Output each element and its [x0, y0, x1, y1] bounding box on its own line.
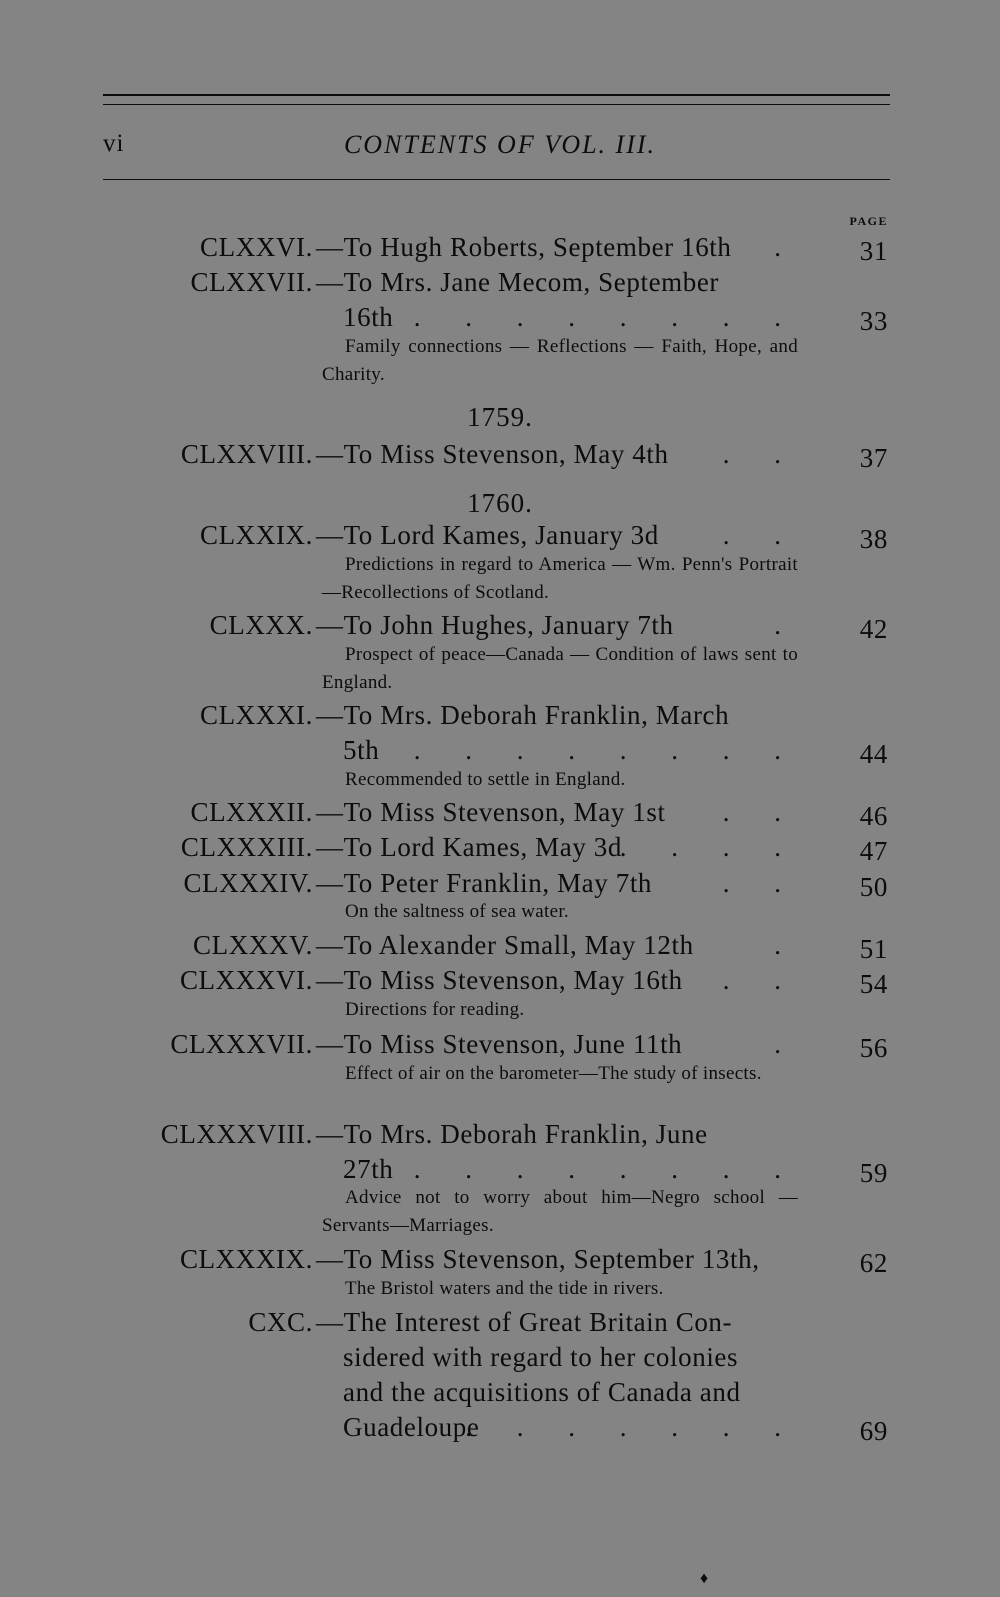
letter-title-continued: 27th	[343, 1154, 394, 1184]
toc-entry	[0, 698, 1000, 732]
toc-entry	[0, 795, 1000, 829]
letter-title-continued: 5th	[343, 735, 380, 765]
page-number: 59	[859, 1158, 888, 1188]
toc-entry	[0, 1305, 1000, 1339]
toc-entry	[0, 963, 1000, 997]
letter-title: —To Miss Stevenson, June 11th	[316, 1029, 683, 1059]
toc-entry-continuation	[0, 1410, 1000, 1444]
letter-number: CLXXXVII.	[170, 1029, 313, 1059]
toc-entry-continuation	[0, 1152, 1000, 1186]
dot-leader: . .	[722, 965, 800, 995]
letter-summary: Family connections — Reflections — Faith, Hope, and Charity.	[322, 336, 798, 385]
letter-title-continued: Guadeloupe	[343, 1412, 480, 1442]
toc-entry	[0, 1242, 1000, 1276]
page-number: 44	[859, 739, 888, 769]
letter-number: CLXXXVI.	[179, 965, 313, 995]
toc-entry	[0, 608, 1000, 642]
toc-entry	[0, 1027, 1000, 1061]
letter-summary: Recommended to settle in England.	[345, 769, 626, 790]
letter-title: —To Miss Stevenson, September 13th,	[316, 1244, 760, 1274]
page-number: 46	[859, 801, 888, 831]
letter-summary: Directions for reading.	[345, 999, 525, 1020]
toc-entry-continuation	[0, 1375, 1000, 1409]
letter-title-continued: and the acquisitions of Canada and	[343, 1377, 741, 1407]
dot-leader: . .	[722, 797, 800, 827]
toc-entry	[0, 518, 1000, 552]
toc-entry-continuation	[0, 733, 1000, 767]
letter-number: CLXXX.	[209, 610, 313, 640]
letter-number: CXC.	[248, 1307, 313, 1337]
letter-title: —To Miss Stevenson, May 4th	[316, 439, 669, 469]
dot-leader: . . . . . . .	[465, 1412, 800, 1442]
page-number: 37	[859, 443, 888, 473]
page-number: 50	[859, 872, 888, 902]
letter-title: —The Interest of Great Britain Con-	[316, 1307, 733, 1337]
letter-number: CLXXXI.	[200, 700, 313, 730]
letter-number: CLXXXVIII.	[160, 1119, 313, 1149]
letter-title: —To John Hughes, January 7th	[316, 610, 674, 640]
letter-number: CLXXXII.	[190, 797, 313, 827]
page-number: 51	[859, 934, 888, 964]
header-rule-bottom	[103, 179, 890, 180]
dot-leader: .	[774, 610, 800, 640]
printer-mark: ♦	[700, 1570, 709, 1587]
page-number: 31	[859, 236, 888, 266]
page-number: 47	[859, 836, 888, 866]
toc-entry	[0, 1117, 1000, 1151]
dot-leader: .	[774, 930, 800, 960]
dot-leader: . . . . . . . .	[413, 735, 800, 765]
year-heading: 1759.	[467, 402, 533, 432]
toc-entry	[0, 437, 1000, 471]
page-number: 56	[859, 1033, 888, 1063]
page-number: 42	[859, 614, 888, 644]
letter-title: —To Miss Stevenson, May 16th	[316, 965, 683, 995]
letter-number: CLXXVIII.	[180, 439, 313, 469]
toc-entry	[0, 928, 1000, 962]
toc-entry-continuation	[0, 1340, 1000, 1374]
toc-entry	[0, 230, 1000, 264]
letter-number: CLXXXIV.	[183, 868, 313, 898]
year-heading: 1760.	[467, 488, 533, 518]
letter-number: CLXXXIII.	[180, 832, 313, 862]
letter-title: —To Lord Kames, May 3d	[316, 832, 623, 862]
letter-title: —To Lord Kames, January 3d	[316, 520, 659, 550]
dot-leader: . .	[722, 439, 800, 469]
toc-entry	[0, 830, 1000, 864]
dot-leader: . .	[722, 520, 800, 550]
dot-leader: . . . .	[619, 832, 800, 862]
header-rule-top-inner	[103, 104, 890, 105]
letter-summary: Prospect of peace—Canada — Condition of laws sent to England.	[322, 644, 798, 693]
page-number: 38	[859, 524, 888, 554]
letter-number: CLXXXIX.	[179, 1244, 313, 1274]
letter-summary: On the saltness of sea water.	[345, 901, 569, 922]
page-number: 33	[859, 306, 888, 336]
letter-title: —To Miss Stevenson, May 1st	[316, 797, 666, 827]
page-column-label: PAGE	[849, 214, 888, 228]
letter-title-continued: sidered with regard to her colonies	[343, 1342, 739, 1372]
page-number: 54	[859, 969, 888, 999]
letter-summary: Effect of air on the barometer—The study of insects.	[345, 1063, 762, 1084]
letter-title: —To Hugh Roberts, September 16th	[316, 232, 732, 262]
toc-entry	[0, 866, 1000, 900]
toc-entry-continuation	[0, 300, 1000, 334]
dot-leader: .	[774, 1029, 800, 1059]
page-number: 62	[859, 1248, 888, 1278]
dot-leader: .	[774, 232, 800, 262]
letter-title: —To Peter Franklin, May 7th	[316, 868, 653, 898]
letter-title: —To Mrs. Deborah Franklin, June	[316, 1119, 708, 1149]
letter-title: —To Mrs. Deborah Franklin, March	[316, 700, 730, 730]
page-folio: vi	[103, 130, 125, 157]
dot-leader: . . . . . . . .	[413, 1154, 800, 1184]
page-number: 69	[859, 1416, 888, 1446]
toc-entry	[0, 265, 1000, 299]
header-rule-top	[103, 94, 890, 96]
letter-summary: Advice not to worry about him—Negro school —Servants—Marriages.	[322, 1187, 798, 1236]
running-title: CONTENTS OF VOL. III.	[343, 130, 657, 159]
letter-number: CLXXVII.	[190, 267, 313, 297]
dot-leader: . .	[722, 868, 800, 898]
letter-number: CLXXXV.	[193, 930, 313, 960]
letter-title: —To Mrs. Jane Mecom, September	[316, 267, 720, 297]
letter-number: CLXXVI.	[200, 232, 313, 262]
letter-summary: The Bristol waters and the tide in rivers.	[345, 1278, 664, 1299]
letter-title-continued: 16th	[343, 302, 394, 332]
letter-title: —To Alexander Small, May 12th	[316, 930, 694, 960]
letter-summary: Predictions in regard to America — Wm. Penn's Portrait—Recollections of Scotland.	[322, 554, 798, 603]
dot-leader: . . . . . . . .	[413, 302, 800, 332]
letter-number: CLXXIX.	[200, 520, 313, 550]
